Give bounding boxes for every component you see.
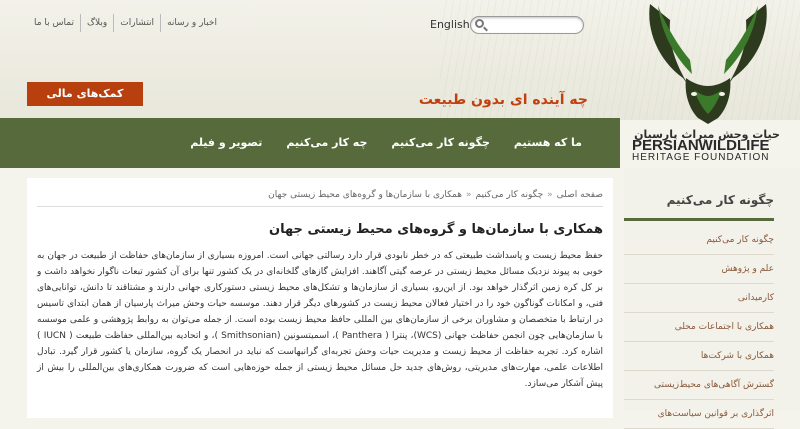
sidebar-item-companies[interactable]: همکاری با شرکت‌ها: [624, 342, 774, 371]
sidebar-item-awareness[interactable]: گسترش آگاهی‌های محیط‌زیستی: [624, 371, 774, 400]
main-content: [27, 178, 613, 418]
logo-english-name: [632, 137, 784, 164]
search-input[interactable]: [487, 17, 581, 35]
top-link-blog[interactable]: وبلاگ: [80, 14, 113, 32]
nav-item-who-we-are[interactable]: ما که هستیم: [513, 136, 582, 149]
content-divider: [37, 206, 603, 207]
page-title: همکاری با سازمان‌ها و گروه‌های محیط زیستی جهان: [268, 222, 603, 237]
top-link-contact[interactable]: تماس با ما: [34, 18, 74, 28]
top-link-publications[interactable]: انتشارات: [113, 14, 160, 32]
sidebar-item-local-communities[interactable]: همکاری با اجتماعات محلی: [624, 313, 774, 342]
sidebar-title: چگونه کار می‌کنیم: [666, 193, 774, 207]
sidebar: [624, 168, 800, 419]
nav-item-media[interactable]: تصویر و فیلم: [190, 136, 263, 149]
top-link-news[interactable]: اخبار و رسانه: [160, 14, 223, 32]
breadcrumb-separator: «: [547, 190, 553, 200]
donate-button[interactable]: کمک‌های مالی: [27, 82, 143, 106]
nav-item-what-we-do[interactable]: چه کار می‌کنیم: [286, 136, 368, 149]
sidebar-menu: [624, 226, 774, 429]
page-body-text: حفظ محیط زیست و پاسداشت طبیعتی که در خطر نابودی قرار دارد رسالتی جهانی است. امروزه بسیاری از سازمان‌های حفاظت از طبیعت در جهان به خوبی به پیوند نزدیک مسائل محیط زیستی در عرصه گیتی آگاهند. افزایش گازهای گلخانه‌ای در یک کشور تنها برای آن کشور تبعات ناگوار نخواهد داشت و بر کل کره زمین اثرگذار خواهد بود. از این‌رو، بسیاری از سازمان‌ها و تشکل‌های محیط زیستی دستورکاری جهانی دارند و مشتاقند تا دانش، توانایی‌های فنی، و امکانات گوناگون خود را در اختیار فعالان محیط زیست در کشورهای دیگر قرار دهند. موسسه حیات وحش میراث پارسیان از همان ابتدای تاسیس در ارتباط با متخصصان و مشاوران برخی از سازمان‌های بین المللی حافظ محیط زیست بوده است. از جمله می‌توان به روابط پژوهشی و علمی موسسه با سازمان‌هایی چون انجمن حفاظت جهانی (WCS)، پنترا ( Panthera )، اسمیتسونین (Smithsonian )، و اتحادیه بین‌المللی حفاظت طبیعت ( IUCN ) اشاره کرد. تجربه حفاظت از محیط زیست و مدیریت حیات وحش تجربه‌ای گرانبهاست که نباید در انحصار یک گروه، سازمان یا کشور قرار گیرد. تبادل اطلاعات علمی، مهارت‌های مدیریتی، روش‌های جدید حل مسائل محیط زیستی از جمله حوزه‌هایی است که ضرورت همکاری‌های بین‌المللی را بیش از پیش آشکار می‌سازد.: [37, 251, 603, 389]
breadcrumb-separator: «: [466, 190, 472, 200]
search-icon[interactable]: [475, 19, 484, 28]
breadcrumb-home[interactable]: صفحه اصلی: [556, 190, 603, 200]
logo-english-line2: HERITAGE FOUNDATION: [632, 152, 770, 163]
top-links: [28, 14, 223, 32]
logo-persian-name: حیات وحش میراث پارسیان: [634, 128, 780, 141]
logo-english-line1: PERSIANWILDLIFE: [632, 137, 770, 154]
breadcrumb: [268, 190, 603, 200]
site-tagline: چه آینده ای بدون طبیعت: [418, 92, 588, 108]
sidebar-header: [624, 168, 774, 221]
language-link-english[interactable]: English: [430, 18, 470, 31]
sidebar-item-fieldwork[interactable]: کارمیدانی: [624, 284, 774, 313]
nav-items: [178, 118, 594, 168]
nav-item-how-we-work[interactable]: چگونه کار می‌کنیم: [391, 136, 490, 149]
main-nav: [0, 118, 620, 168]
breadcrumb-how-we-work[interactable]: چگونه کار می‌کنیم: [475, 190, 544, 200]
sidebar-item-policy[interactable]: اثرگذاری بر قوانین سیاست‌های: [624, 400, 774, 429]
breadcrumb-current: همکاری با سازمان‌ها و گروه‌های محیط زیستی جهان: [268, 190, 462, 200]
search-box[interactable]: [470, 16, 584, 34]
sidebar-item-science-research[interactable]: علم و پژوهش: [624, 255, 774, 284]
sidebar-item-how-we-work[interactable]: چگونه کار می‌کنیم: [624, 226, 774, 255]
